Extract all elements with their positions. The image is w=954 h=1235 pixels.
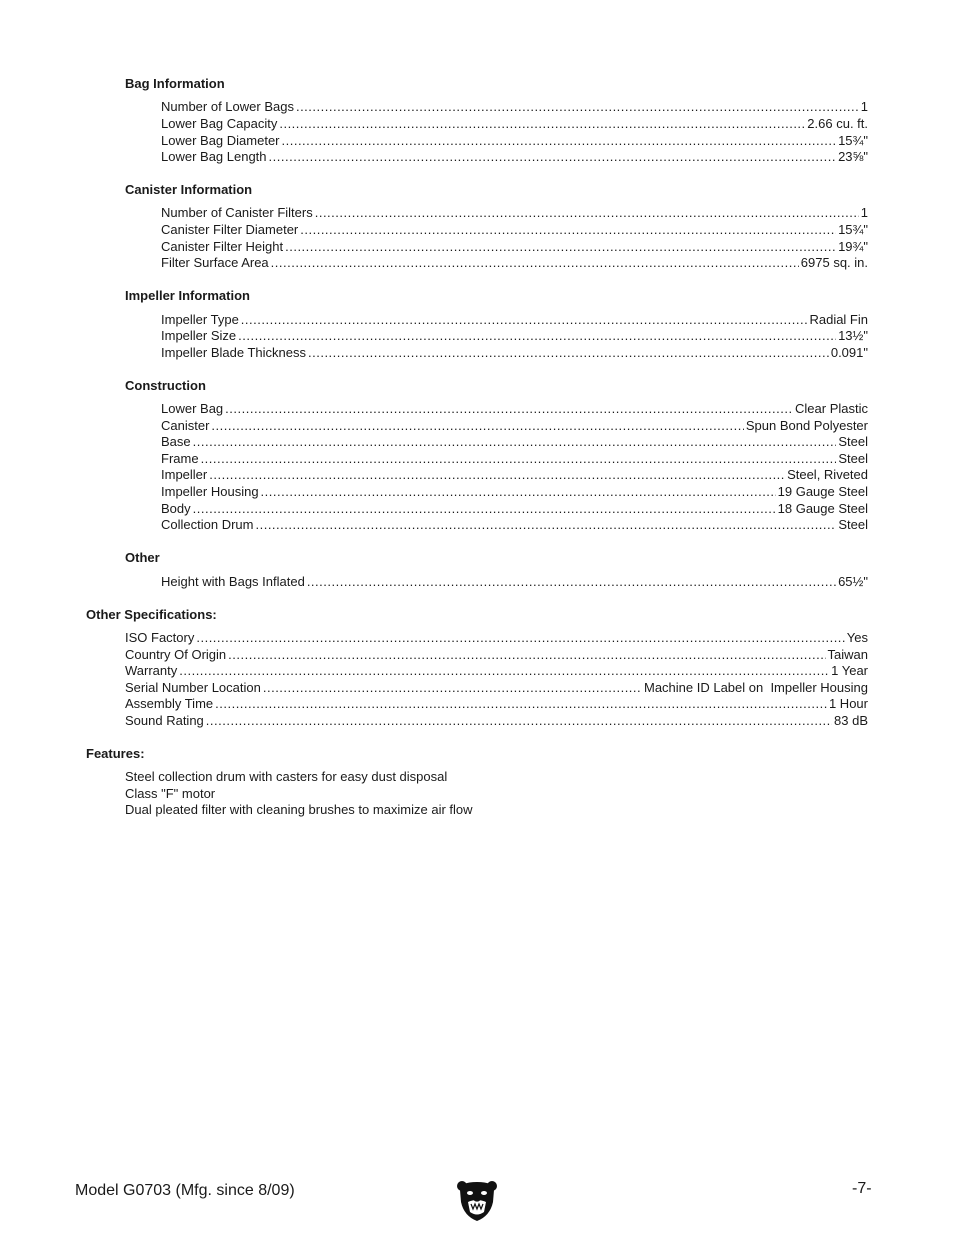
spec-label: ISO Factory [125,630,195,645]
section-title-other: Other [125,550,160,565]
spec-row-lower-bag-capacity [161,116,868,132]
feature-item: Dual pleated filter with cleaning brushes to maximize air flow [125,802,473,817]
spec-value: Radial Fin [809,312,868,327]
spec-row-impeller [161,467,868,483]
section-title-other-specifications: Other Specifications: [86,607,217,622]
leader-dots [193,434,837,450]
spec-value: 23⅝" [838,149,868,164]
leader-dots [225,401,793,417]
spec-label: Lower Bag Diameter [161,133,280,148]
spec-row-collection-drum [161,517,868,533]
spec-row-lower-bag [161,401,868,417]
spec-value: 2.66 cu. ft. [807,116,868,131]
leader-dots [285,239,836,255]
leader-dots [307,574,836,590]
footer-model-text: Model G0703 (Mfg. since 8/09) [75,1182,295,1199]
spec-row-country-of-origin [125,647,868,663]
spec-label: Filter Surface Area [161,255,269,270]
spec-label: Number of Canister Filters [161,205,313,220]
spec-label: Canister [161,418,210,433]
leader-dots [282,133,837,149]
spec-value: 0.091" [830,345,868,360]
spec-row-canister [161,418,868,434]
spec-value: 15¾" [838,133,868,148]
spec-label: Country Of Origin [125,647,227,662]
leader-dots [261,484,776,500]
spec-row-frame [161,451,868,467]
section-title-construction: Construction [125,378,206,393]
spec-value: 18 Gauge Steel [777,501,868,516]
spec-value: Spun Bond Polyester [745,418,868,433]
leader-dots [315,205,859,221]
spec-label: Body [161,501,191,516]
page-number: -7- [852,1180,872,1197]
spec-row-impeller-blade-thickness [161,345,868,361]
leader-dots [201,451,837,467]
leader-dots [296,99,859,115]
spec-value: Steel, Riveted [787,467,868,482]
spec-label: Lower Bag Capacity [161,116,278,131]
spec-row-number-of-lower-bags [161,99,868,115]
spec-value: Steel [838,434,868,449]
spec-label: Canister Filter Diameter [161,222,299,237]
spec-value: Clear Plastic [795,401,868,416]
spec-row-impeller-type [161,312,868,328]
spec-row-body [161,501,868,517]
spec-row-iso-factory [125,630,868,646]
leader-dots [263,680,642,696]
spec-label: Collection Drum [161,517,254,532]
spec-row-canister-filter-diameter [161,222,868,238]
spec-row-number-of-canister-filters [161,205,868,221]
spec-label: Impeller Blade Thickness [161,345,306,360]
spec-row-serial-number-location [125,680,868,696]
spec-value: Yes [846,630,868,645]
spec-row-lower-bag-length [161,149,868,165]
leader-dots [193,501,776,517]
spec-value: 1 [860,99,868,114]
spec-label: Canister Filter Height [161,239,284,254]
spec-label: Lower Bag [161,401,224,416]
section-title-canister-information: Canister Information [125,182,253,197]
spec-label: Base [161,434,191,449]
leader-dots [215,696,827,712]
spec-value: 1 Hour [828,696,868,711]
leader-dots [206,713,832,729]
section-title-impeller-information: Impeller Information [125,288,250,303]
leader-dots [255,517,836,533]
spec-label: Impeller Housing [161,484,259,499]
leader-dots [300,222,836,238]
spec-value: 65½" [838,574,868,589]
leader-dots [308,345,829,361]
leader-dots [271,255,799,271]
leader-dots [279,116,805,132]
spec-value: Machine ID Label on Impeller Housing [643,680,868,695]
spec-label: Impeller Type [161,312,239,327]
leader-dots [179,663,829,679]
spec-value: Steel [838,451,868,466]
spec-row-base [161,434,868,450]
spec-row-filter-surface-area [161,255,868,271]
leader-dots [196,630,844,646]
spec-label: Sound Rating [125,713,204,728]
leader-dots [238,328,836,344]
leader-dots [241,312,808,328]
spec-row-impeller-size [161,328,868,344]
spec-label: Lower Bag Length [161,149,267,164]
leader-dots [209,467,785,483]
leader-dots [211,418,743,434]
leader-dots [228,647,825,663]
spec-row-warranty [125,663,868,679]
feature-item: Class "F" motor [125,786,216,801]
spec-row-lower-bag-diameter [161,133,868,149]
section-title-features: Features: [86,746,145,761]
spec-row-assembly-time [125,696,868,712]
spec-row-sound-rating [125,713,868,729]
leader-dots [269,149,837,165]
spec-value: 83 dB [834,713,868,728]
spec-value: 13½" [838,328,868,343]
section-title-bag-information: Bag Information [125,76,225,91]
bear-head-logo-icon [456,1178,498,1222]
spec-row-height-with-bags-inflated [161,574,868,590]
spec-value: 1 Year [831,663,868,678]
spec-value: 15¾" [838,222,868,237]
spec-label: Number of Lower Bags [161,99,294,114]
spec-label: Warranty [125,663,178,678]
spec-label: Assembly Time [125,696,214,711]
spec-label: Height with Bags Inflated [161,574,305,589]
spec-value: 1 [860,205,868,220]
spec-row-impeller-housing [161,484,868,500]
feature-item: Steel collection drum with casters for easy dust disposal [125,769,448,784]
spec-value: Steel [838,517,868,532]
spec-label: Impeller Size [161,328,237,343]
spec-value: Taiwan [827,647,868,662]
spec-value: 19 Gauge Steel [777,484,868,499]
spec-label: Impeller [161,467,208,482]
spec-value: 6975 sq. in. [800,255,868,270]
spec-row-canister-filter-height [161,239,868,255]
spec-label: Serial Number Location [125,680,261,695]
spec-value: 19¾" [838,239,868,254]
spec-label: Frame [161,451,199,466]
